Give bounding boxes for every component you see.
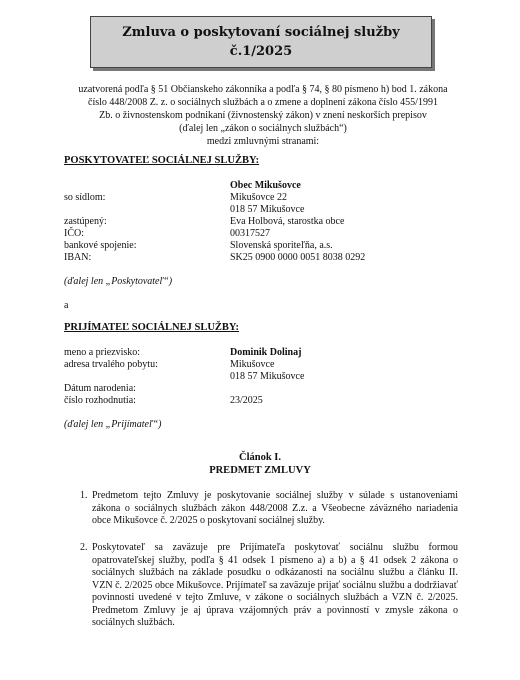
- provider-heading: POSKYTOVATEĽ SOCIÁLNEJ SLUŽBY:: [64, 155, 260, 166]
- recipient-address-label: adresa trvalého pobytu:: [64, 359, 158, 370]
- provider-ico-value: 00317527: [230, 228, 270, 239]
- intro-line: (ďalej len „zákon o sociálnych službách“): [179, 123, 347, 134]
- provider-rep-label: zastúpený:: [64, 216, 107, 227]
- provider-iban-value: SK25 0900 0000 0051 8038 0292: [230, 252, 366, 263]
- provider-name: Obec Mikušovce: [230, 180, 301, 191]
- intro-text: [58, 83, 468, 148]
- recipient-decision-value: 23/2025: [230, 395, 263, 406]
- provider-seat-label: so sídlom:: [64, 192, 106, 203]
- provider-ico-label: IČO:: [64, 228, 84, 239]
- provider-iban-label: IBAN:: [64, 252, 92, 263]
- provider-bank-value: Slovenská sporiteľňa, a.s.: [230, 240, 333, 251]
- paragraph-text: Predmetom tejto Zmluvy je poskytovanie sociálnej služby v súlade s ustanoveniami zákona o sociálnych službách zákon 448/2008 Z.z. a Všeobecne záväzného nariadenia obce Mikušovce č. 2/2025 o poskytovaní sociálnej služby.: [92, 490, 458, 526]
- article-title: PREDMET ZMLUVY: [209, 465, 311, 476]
- recipient-address-line1: Mikušovce: [230, 359, 275, 370]
- intro-line: Zb. o živnostenskom podnikaní (živnostenský zákon) v znení neskorších prepisov: [99, 110, 427, 121]
- intro-line: číslo 448/2008 Z. z. o sociálnych službách a o zmene a doplnení zákona číslo 455/1991: [88, 97, 438, 108]
- document-title-box: [90, 16, 432, 68]
- intro-line: medzi zmluvnými stranami:: [206, 136, 320, 147]
- recipient-name-value: Dominik Dolinaj: [230, 347, 302, 358]
- document-number: č.1/2025: [229, 44, 293, 59]
- recipient-heading: PRIJÍMATEĽ SOCIÁLNEJ SLUŽBY:: [64, 322, 240, 333]
- and-word: a: [64, 300, 69, 311]
- recipient-address-line2: 018 57 Mikušovce: [230, 371, 305, 382]
- recipient-name-label: meno a priezvisko:: [64, 347, 141, 358]
- recipient-birth-label: Dátum narodenia:: [64, 383, 136, 394]
- article-paragraph: [80, 490, 458, 528]
- provider-seat-line1: Mikušovce 22: [230, 192, 287, 203]
- paragraph-number: 2.: [80, 542, 88, 553]
- paragraph-number: 1.: [80, 490, 88, 501]
- article-number: Článok I.: [238, 452, 281, 463]
- provider-seat-line2: 018 57 Mikušovce: [230, 204, 305, 215]
- provider-alias: (ďalej len „Poskytovateľ“): [64, 276, 173, 287]
- provider-rep-value: Eva Holbová, starostka obce: [230, 216, 345, 227]
- recipient-decision-label: číslo rozhodnutia:: [64, 395, 136, 406]
- intro-line: uzatvorená podľa § 51 Občianskeho zákonníka a podľa § 74, § 80 písmeno h) bod 1. zákona: [78, 84, 448, 95]
- provider-bank-label: bankové spojenie:: [64, 240, 137, 251]
- paragraph-text: Poskytovateľ sa zaväzuje pre Prijímateľa poskytovať sociálnu službu formou opatrovateľskej služby, podľa § 41 odsek 1 písmeno a) a b) a § 41 odsek 2 zákona o sociálnych službách na základe posudku o odkázanosti na sociálnu službu a článku II. VZN č. 2/2025 obce Mikušovce. Prijímateľ sa zaväzuje prijať sociálnu službu a dodržiavať povinnosti uvedené v tejto Zmluve, v zákone o sociálnych službách a VZN č. 2/2025. Predmetom Zmluvy je aj úprava vzájomných práv a povinností v zmysle zákona o sociálnych službách.: [92, 542, 458, 628]
- document-title: Zmluva o poskytovaní sociálnej služby: [122, 25, 400, 40]
- recipient-alias: (ďalej len „Prijímateľ“): [64, 419, 162, 430]
- article-paragraph: [80, 542, 458, 630]
